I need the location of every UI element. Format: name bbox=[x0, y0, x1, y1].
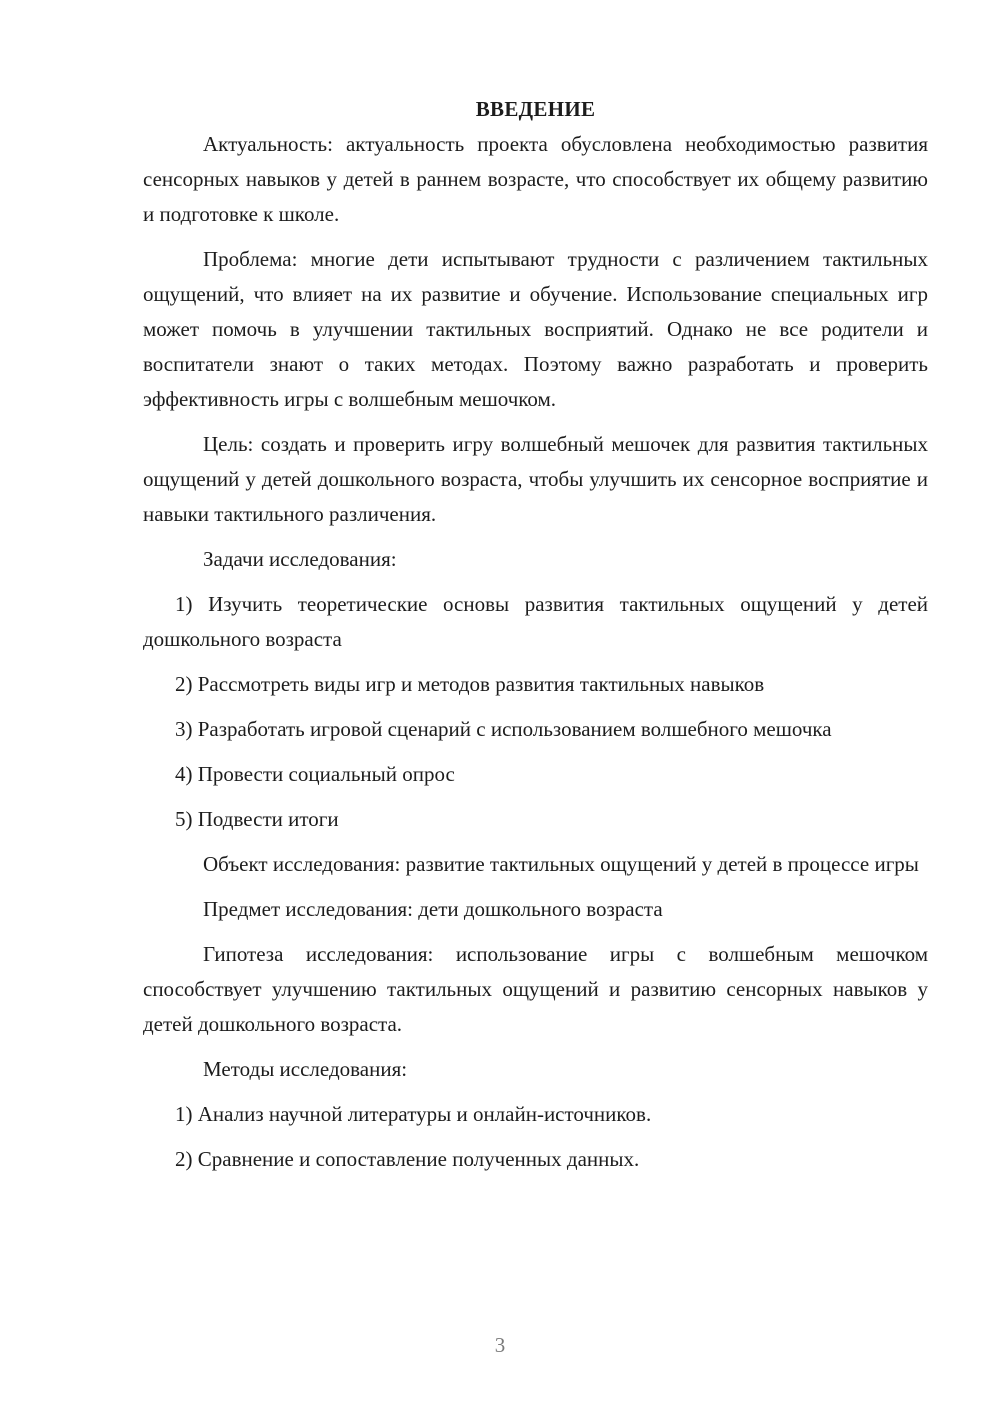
tasks-heading: Задачи исследования: bbox=[203, 547, 397, 571]
section-heading: ВВЕДЕНИЕ bbox=[475, 97, 596, 121]
method-item-2: 2) Сравнение и сопоставление полученных данных. bbox=[175, 1147, 640, 1171]
document-page bbox=[143, 92, 928, 1187]
relevance-paragraph: Актуальность: актуальность проекта обусловлена необходимостью развития сенсорных навыков у детей в раннем возрасте, что способствует их общему развитию и подготовке к школе. bbox=[143, 132, 928, 226]
task-item-3: 3) Разработать игровой сценарий с использованием волшебного мешочка bbox=[175, 717, 832, 741]
page-number: 3 bbox=[494, 1333, 506, 1357]
method-item-1: 1) Анализ научной литературы и онлайн-источников. bbox=[175, 1102, 652, 1126]
task-item-2: 2) Рассмотреть виды игр и методов развития тактильных навыков bbox=[175, 672, 765, 696]
task-item-5: 5) Подвести итоги bbox=[175, 807, 339, 831]
goal-paragraph: Цель: создать и проверить игру волшебный мешочек для развития тактильных ощущений у детей дошкольного возраста, чтобы улучшить их сенсорное восприятие и навыки тактильного различения. bbox=[143, 432, 928, 526]
hypothesis-paragraph: Гипотеза исследования: использование игры с волшебным мешочком способствует улучшению тактильных ощущений и развитию сенсорных навыков у детей дошкольного возраста. bbox=[143, 942, 928, 1036]
object-paragraph: Объект исследования: развитие тактильных ощущений у детей в процессе игры bbox=[203, 852, 919, 876]
subject-paragraph: Предмет исследования: дети дошкольного возраста bbox=[203, 897, 663, 921]
task-item-1: 1) Изучить теоретические основы развития тактильных ощущений у детей дошкольного возраста bbox=[143, 592, 928, 651]
methods-heading: Методы исследования: bbox=[203, 1057, 408, 1081]
problem-paragraph: Проблема: многие дети испытывают трудности с различением тактильных ощущений, что влияет на их развитие и обучение. Использование специальных игр может помочь в улучшении тактильных восприятий. Однако не все родители и воспитатели знают о таких методах. Поэтому важно разработать и проверить эффективность игры с волшебным мешочком. bbox=[143, 247, 928, 411]
task-item-4: 4) Провести социальный опрос bbox=[175, 762, 455, 786]
